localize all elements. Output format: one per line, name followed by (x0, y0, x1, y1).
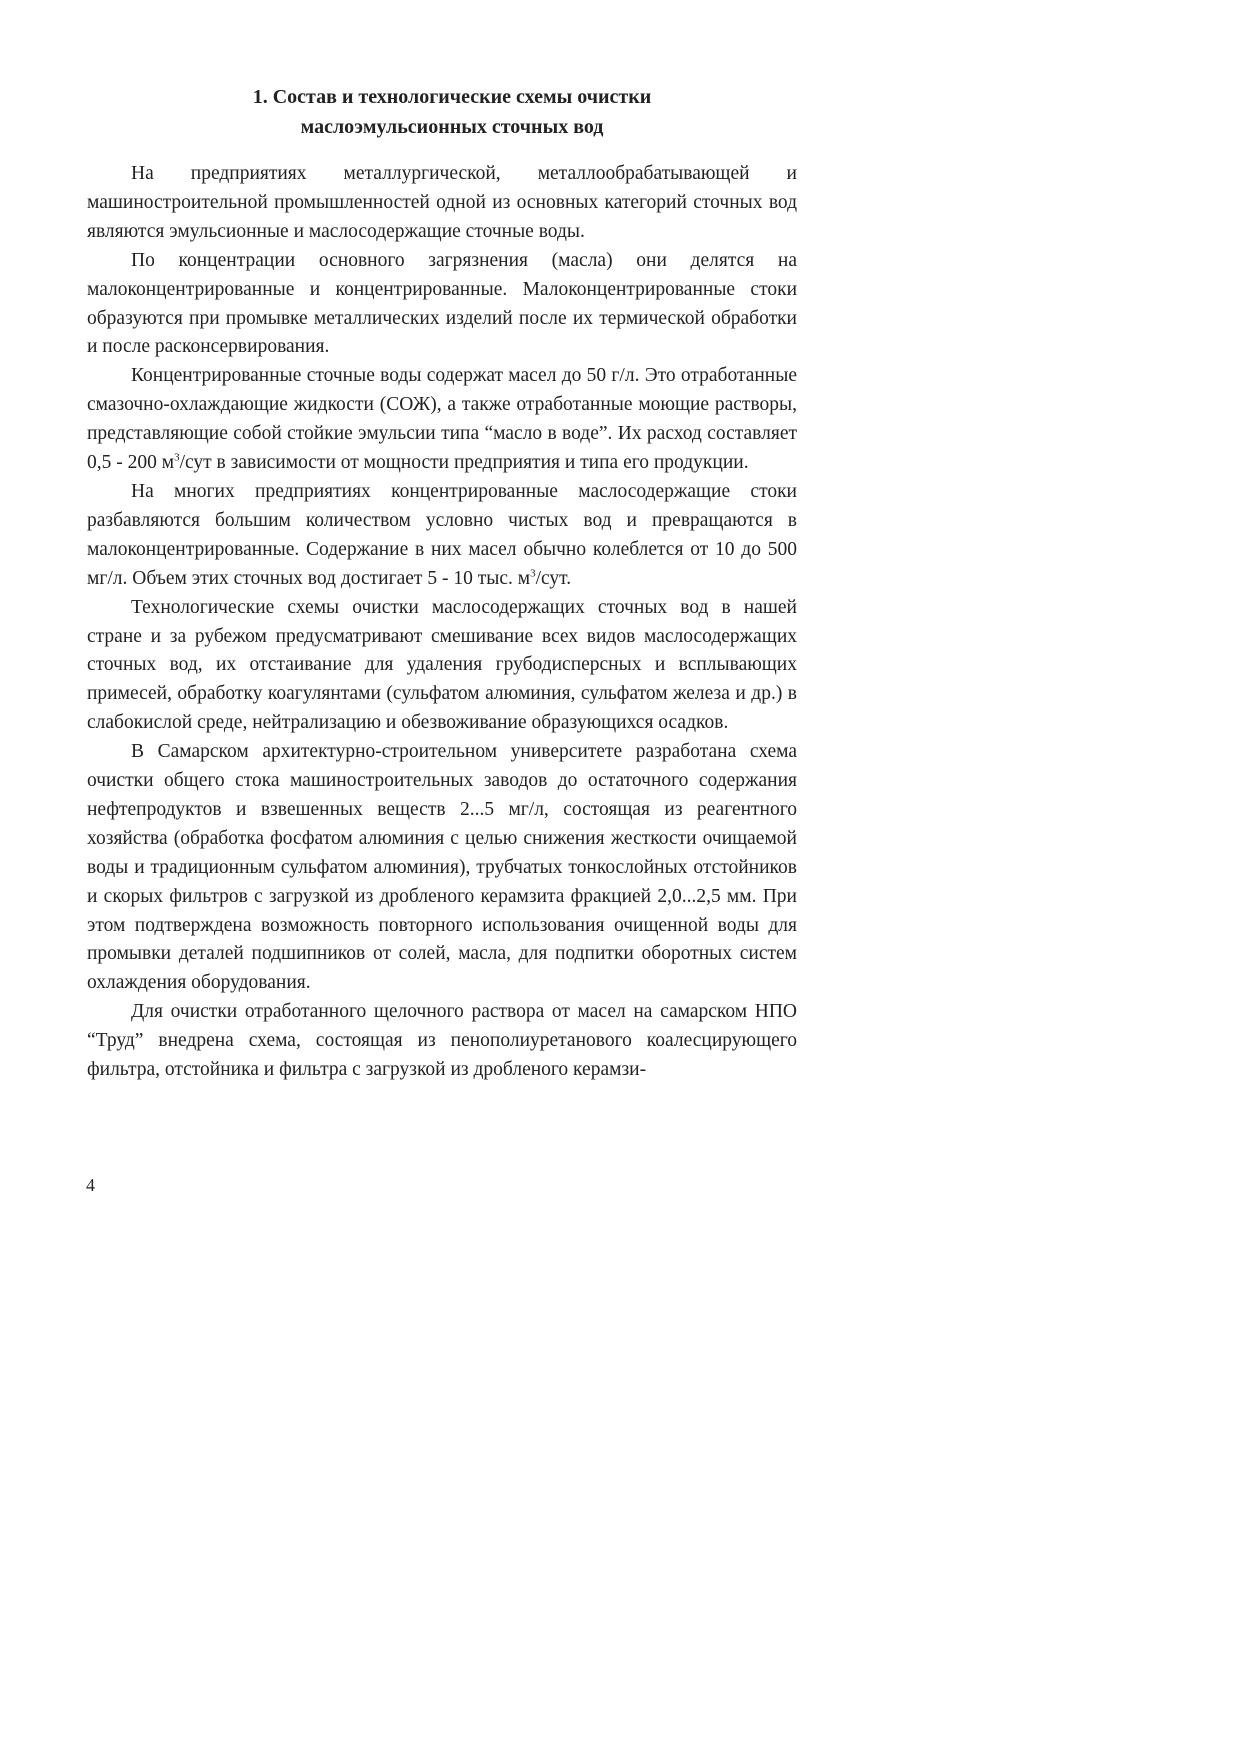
section-heading (87, 82, 797, 142)
paragraph-2: По концентрации основного загрязнения (масла) они делятся на малоконцентрированные и концентрированные. Малоконцентрированные стоки образуются при промывке металлических изделий после их термической обработки и после расконсервирования. (87, 249, 797, 358)
paragraph-3 (87, 362, 797, 478)
paragraph-4-superscript: 3 (530, 567, 536, 580)
paragraph-3-text-before: Концентрированные сточные воды содержат масел до 50 г/л. Это отработанные смазочно-охлаждающие жидкости (СОЖ), а также отработанные моющие растворы, представляющие собой стойкие эмульсии типа “масло в воде”. Их расход составляет 0,5 - 200 м (87, 365, 797, 474)
paragraph-7: Для очистки отработанного щелочного раствора от масел на самарском НПО “Труд” внедрена схема, состоящая из пенополиуретанового коалесцирующего фильтра, отстойника и фильтра с загрузкой из дробленого керамзи- (87, 1001, 797, 1081)
paragraph-3-superscript: 3 (174, 451, 180, 464)
paragraph-4-text-before: На многих предприятиях концентрированные маслосодержащие стоки разбавляются большим количеством условно чистых вод и превращаются в малоконцентрированные. Содержание в них масел обычно колеблется от 10 до 500 мг/л. Объем этих сточных вод достигает 5 - 10 тыс. м (87, 480, 797, 589)
paragraph-5: Технологические схемы очистки маслосодержащих сточных вод в нашей стране и за рубежом предусматривают смешивание всех видов маслосодержащих сточных вод, их отстаивание для удаления грубодисперсных и всплывающих примесей, обработку коагулянтами (сульфатом алюминия, сульфатом железа и др.) в слабокислой среде, нейтрализацию и обезвоживание образующихся осадков. (87, 596, 797, 734)
paragraph-4 (87, 478, 797, 594)
page-content (87, 82, 797, 1085)
heading-line-2: маслоэмульсионных сточных вод (300, 116, 604, 138)
paragraph-6: В Самарском архитектурно-строительном университете разработана схема очистки общего стока машиностроительных заводов до остаточного содержания нефтепродуктов и взвешенных веществ 2...5 мг/л, состоящая из реагентного хозяйства (обработка фосфатом алюминия с целью снижения жесткости очищаемой воды и традиционным сульфатом алюминия), трубчатых тонкослойных отстойников и скорых фильтров с загрузкой из дробленого керамзита фракцией 2,0...2,5 мм. При этом подтверждена возможность повторного использования очищенной воды для промывки деталей подшипников от солей, масла, для подпитки оборотных систем охлаждения оборудования. (87, 741, 797, 994)
page-number: 4 (86, 1175, 95, 1195)
paragraph-1: На предприятиях металлургической, металлообрабатывающей и машиностроительной промышленностей одной из основных категорий сточных вод являются эмульсионные и маслосодержащие сточные воды. (87, 163, 797, 242)
heading-line-1: 1. Состав и технологические схемы очистки (252, 86, 652, 108)
paragraph-3-text-after: /сут в зависимости от мощности предприятия и типа его продукции. (179, 452, 749, 474)
paragraph-4-text-after: /сут. (535, 567, 572, 589)
